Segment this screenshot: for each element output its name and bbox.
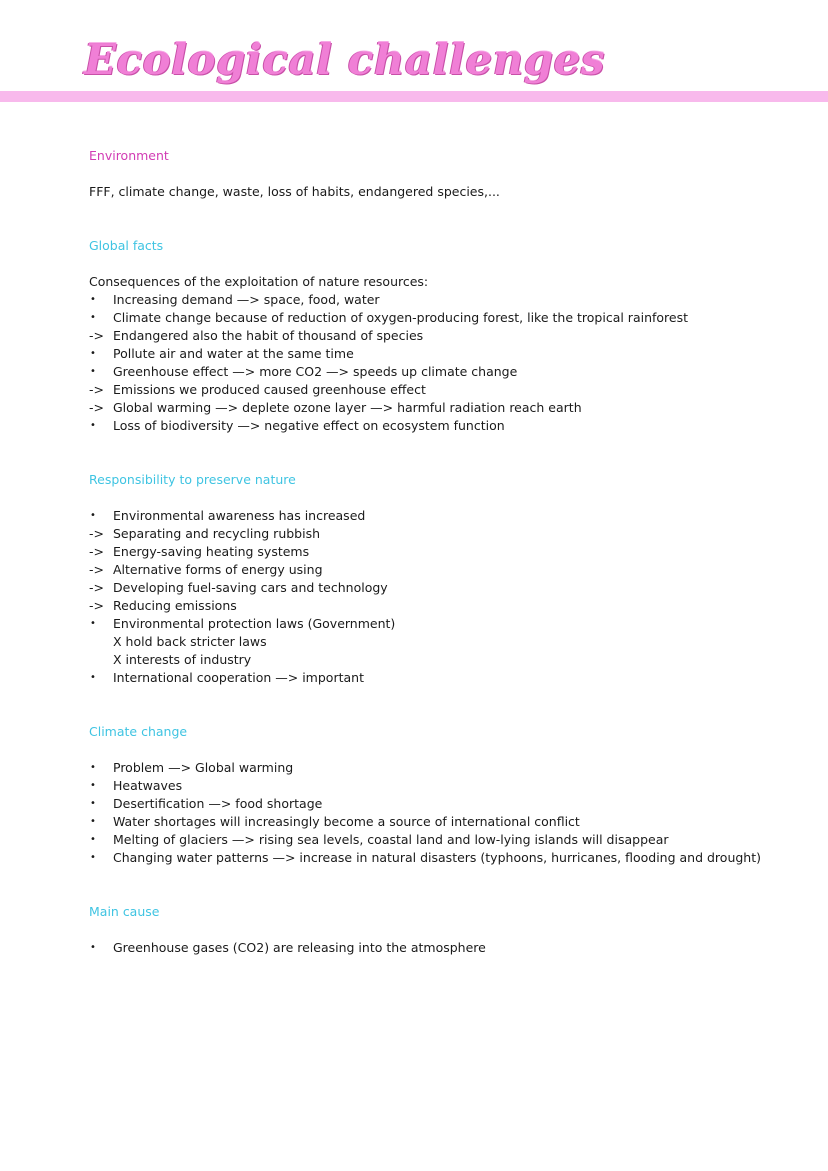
list-item-text: Reducing emissions <box>113 598 237 613</box>
list-item <box>89 669 769 687</box>
arrow-marker: -> <box>89 580 104 595</box>
page-title: Ecological challenges <box>84 35 605 84</box>
bullet-marker: • <box>90 834 96 845</box>
section-main-cause <box>89 903 769 957</box>
arrow-marker: -> <box>89 598 104 613</box>
responsibility-list <box>89 507 769 687</box>
notes-content <box>89 147 769 993</box>
bullet-marker: • <box>90 348 96 359</box>
bullet-marker: • <box>90 816 96 827</box>
bullet-marker: • <box>90 942 96 953</box>
list-item <box>89 543 769 561</box>
list-item <box>89 795 769 813</box>
section-environment <box>89 147 769 201</box>
list-item-text: Environmental protection laws (Government) <box>113 616 396 631</box>
bullet-marker: • <box>90 366 96 377</box>
section-climate-change <box>89 723 769 867</box>
list-item-text: Loss of biodiversity —> negative effect on ecosystem function <box>113 418 505 433</box>
list-item-text: Water shortages will increasingly become a source of international conflict <box>113 814 580 829</box>
list-item <box>89 381 769 399</box>
list-item <box>89 777 769 795</box>
arrow-marker: -> <box>89 400 104 415</box>
section-global-facts <box>89 237 769 435</box>
main-cause-list <box>89 939 769 957</box>
list-item <box>89 525 769 543</box>
bullet-marker: • <box>90 798 96 809</box>
environment-text: FFF, climate change, waste, loss of habits, endangered species,... <box>89 184 500 199</box>
list-item-text: Changing water patterns —> increase in natural disasters (typhoons, hurricanes, flooding and drought) <box>113 850 761 865</box>
list-item <box>89 363 769 381</box>
arrow-marker: -> <box>89 382 104 397</box>
list-item <box>89 849 769 867</box>
list-item-text: Global warming —> deplete ozone layer —> harmful radiation reach earth <box>113 400 582 415</box>
bullet-marker: • <box>90 420 96 431</box>
arrow-marker: -> <box>89 328 104 343</box>
list-item-text: Alternative forms of energy using <box>113 562 323 577</box>
list-item <box>89 399 769 417</box>
arrow-marker: -> <box>89 544 104 559</box>
bullet-marker: • <box>90 852 96 863</box>
section-heading-climate-change: Climate change <box>89 724 188 739</box>
sub-line: X hold back stricter laws <box>113 634 267 649</box>
list-item-text: Heatwaves <box>113 778 183 793</box>
section-responsibility <box>89 471 769 687</box>
list-item <box>89 831 769 849</box>
global-facts-intro: Consequences of the exploitation of nature resources: <box>89 274 429 289</box>
list-item <box>89 597 769 615</box>
section-heading-global-facts: Global facts <box>89 238 164 253</box>
list-item-text: Emissions we produced caused greenhouse effect <box>113 382 426 397</box>
sub-line: X interests of industry <box>113 652 252 667</box>
list-item-text: Endangered also the habit of thousand of species <box>113 328 424 343</box>
section-heading-main-cause: Main cause <box>89 904 160 919</box>
list-item-text: Environmental awareness has increased <box>113 508 366 523</box>
list-item <box>89 615 769 669</box>
bullet-marker: • <box>90 672 96 683</box>
sub-lines <box>113 633 769 669</box>
list-item <box>89 579 769 597</box>
list-item-text: Increasing demand —> space, food, water <box>113 292 380 307</box>
section-heading-environment: Environment <box>89 148 169 163</box>
global-facts-list <box>89 291 769 435</box>
list-item-text: Problem —> Global warming <box>113 760 294 775</box>
list-item <box>89 417 769 435</box>
bullet-marker: • <box>90 294 96 305</box>
section-heading-responsibility: Responsibility to preserve nature <box>89 472 296 487</box>
arrow-marker: -> <box>89 526 104 541</box>
list-item <box>89 561 769 579</box>
list-item-text: Melting of glaciers —> rising sea levels, coastal land and low-lying islands will disappear <box>113 832 669 847</box>
bullet-marker: • <box>90 762 96 773</box>
bullet-marker: • <box>90 618 96 629</box>
list-item <box>89 813 769 831</box>
bullet-marker: • <box>90 312 96 323</box>
arrow-marker: -> <box>89 562 104 577</box>
list-item <box>89 507 769 525</box>
list-item <box>89 327 769 345</box>
list-item-text: Separating and recycling rubbish <box>113 526 321 541</box>
list-item-text: Greenhouse gases (CO2) are releasing into the atmosphere <box>113 940 486 955</box>
climate-change-list <box>89 759 769 867</box>
list-item-text: Climate change because of reduction of oxygen-producing forest, like the tropical rainforest <box>113 310 689 325</box>
list-item-text: Desertification —> food shortage <box>113 796 323 811</box>
list-item <box>89 345 769 363</box>
list-item-text: Greenhouse effect —> more CO2 —> speeds up climate change <box>113 364 518 379</box>
list-item <box>89 939 769 957</box>
bullet-marker: • <box>90 510 96 521</box>
list-item <box>89 759 769 777</box>
list-item-text: Pollute air and water at the same time <box>113 346 354 361</box>
list-item-text: Energy-saving heating systems <box>113 544 310 559</box>
list-item-text: Developing fuel-saving cars and technology <box>113 580 388 595</box>
bullet-marker: • <box>90 780 96 791</box>
list-item <box>89 291 769 309</box>
list-item-text: International cooperation —> important <box>113 670 364 685</box>
title-underline-bar <box>0 91 828 102</box>
list-item <box>89 309 769 327</box>
